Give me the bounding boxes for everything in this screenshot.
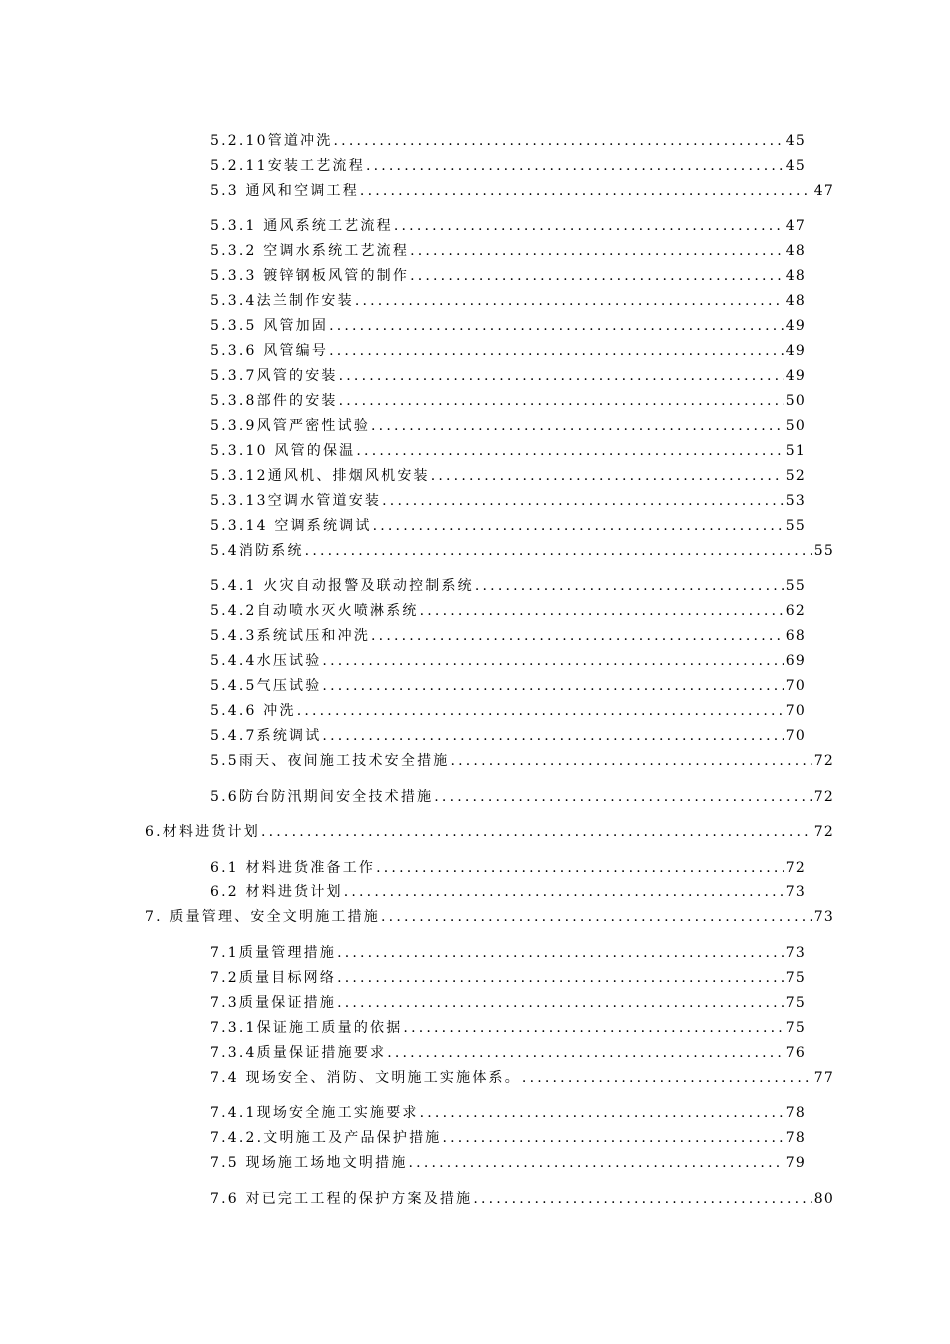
dot-leader [339, 393, 784, 409]
dot-leader [356, 443, 783, 459]
toc-entry[interactable] [210, 966, 806, 986]
toc-entry-title: 5.4.1 火灾自动报警及联动控制系统 [210, 578, 474, 594]
toc-entry-title: 5.3.12通风机、排烟风机安装 [210, 468, 430, 484]
toc-entry[interactable] [210, 154, 806, 174]
toc-entry[interactable] [210, 1066, 834, 1086]
toc-entry-page: 49 [785, 343, 806, 359]
toc-entry-title: 5.4.3系统试压和冲洗 [210, 628, 371, 644]
dot-leader [450, 753, 811, 769]
dot-leader [344, 884, 784, 900]
dot-leader [337, 945, 784, 961]
toc-entry-title: 5.3.4法兰制作安装 [210, 293, 354, 309]
toc-entry[interactable] [210, 339, 806, 359]
toc-entry-page: 79 [785, 1155, 806, 1171]
dot-leader [410, 243, 784, 259]
toc-entry-page: 70 [785, 728, 806, 744]
dot-leader [366, 158, 784, 174]
toc-entry[interactable] [210, 785, 834, 805]
toc-entry[interactable] [210, 1126, 806, 1146]
toc-entry[interactable] [210, 624, 806, 644]
toc-entry-page: 75 [785, 970, 806, 986]
dot-leader [322, 653, 783, 669]
toc-entry-page: 47 [785, 218, 806, 234]
dot-leader [371, 418, 784, 434]
toc-entry[interactable] [210, 264, 806, 284]
toc-entry[interactable] [210, 699, 806, 719]
dot-leader [371, 628, 784, 644]
toc-entry[interactable] [145, 820, 834, 840]
toc-entry-title: 7.6 对已完工工程的保护方案及措施 [210, 1191, 473, 1207]
toc-entry-title: 5.2.10管道冲洗 [210, 133, 333, 149]
toc-entry[interactable] [145, 905, 834, 925]
toc-entry-page: 70 [785, 678, 806, 694]
toc-entry-page: 77 [813, 1070, 834, 1086]
dot-leader [420, 603, 784, 619]
toc-entry[interactable] [210, 1151, 806, 1171]
dot-leader [420, 1105, 784, 1121]
toc-entry[interactable] [210, 649, 806, 669]
toc-entry-title: 7.3.4质量保证措施要求 [210, 1045, 387, 1061]
toc-entry-title: 5.3.10 风管的保温 [210, 443, 356, 459]
toc-entry-page: 45 [785, 133, 806, 149]
toc-entry-title: 7. 质量管理、安全文明施工措施 [145, 909, 381, 925]
toc-entry-page: 49 [785, 368, 806, 384]
dot-leader [305, 543, 812, 559]
toc-entry-title: 7.3.1保证施工质量的依据 [210, 1020, 403, 1036]
toc-entry[interactable] [210, 414, 806, 434]
dot-leader [394, 218, 784, 234]
toc-entry-title: 5.4.2自动喷水灭火喷淋系统 [210, 603, 419, 619]
toc-entry[interactable] [210, 179, 834, 199]
dot-leader [387, 1045, 784, 1061]
toc-entry-page: 49 [785, 318, 806, 334]
dot-leader [322, 728, 783, 744]
dot-leader [339, 368, 784, 384]
toc-entry-title: 5.2.11安装工艺流程 [210, 158, 365, 174]
toc-entry[interactable] [210, 880, 806, 900]
toc-entry[interactable] [210, 991, 806, 1011]
toc-entry-title: 7.5 现场施工场地文明措施 [210, 1155, 408, 1171]
toc-entry-title: 5.4消防系统 [210, 543, 304, 559]
dot-leader [431, 468, 784, 484]
toc-entry-page: 75 [785, 995, 806, 1011]
toc-entry[interactable] [210, 239, 806, 259]
toc-entry-page: 50 [785, 393, 806, 409]
dot-leader [442, 1130, 783, 1146]
toc-entry-page: 53 [785, 493, 806, 509]
toc-entry[interactable] [210, 941, 806, 961]
toc-entry-page: 48 [785, 243, 806, 259]
toc-entry-title: 5.3 通风和空调工程 [210, 183, 359, 199]
dot-leader [360, 183, 812, 199]
toc-entry-title: 7.3质量保证措施 [210, 995, 337, 1011]
toc-entry-title: 5.5雨天、夜间施工技术安全措施 [210, 753, 450, 769]
toc-entry-title: 5.3.1 通风系统工艺流程 [210, 218, 393, 234]
toc-entry-page: 47 [813, 183, 834, 199]
toc-entry-page: 55 [785, 518, 806, 534]
dot-leader [355, 293, 784, 309]
toc-entry-title: 7.4 现场安全、消防、文明施工实施体系。 [210, 1070, 521, 1086]
toc-entry-title: 5.3.2 空调水系统工艺流程 [210, 243, 410, 259]
toc-entry-page: 70 [785, 703, 806, 719]
toc-entry-page: 51 [785, 443, 806, 459]
toc-entry-page: 69 [785, 653, 806, 669]
toc-entry-title: 5.3.6 风管编号 [210, 343, 329, 359]
toc-entry[interactable] [210, 574, 806, 594]
toc-entry[interactable] [210, 364, 806, 384]
toc-entry-title: 6.2 材料进货计划 [210, 884, 343, 900]
toc-entry-page: 75 [785, 1020, 806, 1036]
toc-entry-page: 48 [785, 293, 806, 309]
toc-entry-page: 73 [813, 909, 834, 925]
toc-entry-page: 50 [785, 418, 806, 434]
toc-entry-page: 73 [785, 884, 806, 900]
toc-entry-page: 48 [785, 268, 806, 284]
dot-leader [329, 343, 784, 359]
toc-entry-page: 80 [813, 1191, 834, 1207]
dot-leader [522, 1070, 812, 1086]
toc-entry-page: 72 [813, 753, 834, 769]
toc-entry-page: 76 [785, 1045, 806, 1061]
toc-entry-title: 5.3.7风管的安装 [210, 368, 338, 384]
toc-entry-page: 78 [785, 1105, 806, 1121]
dot-leader [337, 970, 784, 986]
toc-entry-page: 45 [785, 158, 806, 174]
dot-leader [334, 133, 784, 149]
toc-entry[interactable] [210, 1187, 834, 1207]
dot-leader [329, 318, 784, 334]
toc-entry-title: 7.4.1现场安全施工实施要求 [210, 1105, 419, 1121]
toc-entry-title: 5.6防台防汛期间安全技术措施 [210, 789, 434, 805]
toc-entry-title: 5.4.4水压试验 [210, 653, 322, 669]
toc-entry[interactable] [210, 389, 806, 409]
toc-entry[interactable] [210, 856, 806, 876]
dot-leader [410, 268, 784, 284]
toc-entry-page: 73 [785, 945, 806, 961]
toc-entry-title: 5.3.5 风管加固 [210, 318, 329, 334]
dot-leader [376, 860, 784, 876]
toc-entry[interactable] [210, 539, 834, 559]
toc-entry[interactable] [210, 289, 806, 309]
toc-entry-page: 52 [785, 468, 806, 484]
toc-entry[interactable] [210, 439, 806, 459]
toc-entry[interactable] [210, 1101, 806, 1121]
toc-entry[interactable] [210, 129, 806, 149]
toc-entry-title: 7.1质量管理措施 [210, 945, 337, 961]
toc-entry-page: 55 [813, 543, 834, 559]
toc-entry-title: 5.3.3 镀锌钢板风管的制作 [210, 268, 410, 284]
toc-entry[interactable] [210, 489, 806, 509]
toc-entry-title: 6.1 材料进货准备工作 [210, 860, 376, 876]
dot-leader [409, 1155, 784, 1171]
dot-leader [373, 518, 784, 534]
toc-entry[interactable] [210, 314, 806, 334]
dot-leader [403, 1020, 783, 1036]
dot-leader [261, 824, 812, 840]
toc-entry-page: 68 [785, 628, 806, 644]
dot-leader [473, 1191, 811, 1207]
toc-entry-title: 5.3.13空调水管道安装 [210, 493, 382, 509]
dot-leader [381, 909, 812, 925]
toc-entry-title: 5.3.9风管严密性试验 [210, 418, 371, 434]
toc-entry-page: 55 [785, 578, 806, 594]
toc-entry-title: 5.4.6 冲洗 [210, 703, 296, 719]
dot-leader [297, 703, 784, 719]
toc-entry-title: 5.3.14 空调系统调试 [210, 518, 372, 534]
toc-entry-title: 7.4.2.文明施工及产品保护措施 [210, 1130, 442, 1146]
toc-entry-page: 78 [785, 1130, 806, 1146]
toc-entry-page: 62 [785, 603, 806, 619]
toc-entry-title: 6.材料进货计划 [145, 824, 260, 840]
toc-entry[interactable] [210, 464, 806, 484]
toc-entry-title: 5.3.8部件的安装 [210, 393, 338, 409]
toc-entry-title: 7.2质量目标网络 [210, 970, 337, 986]
toc-entry-page: 72 [785, 860, 806, 876]
toc-entry[interactable] [210, 674, 806, 694]
dot-leader [322, 678, 783, 694]
toc-entry[interactable] [210, 724, 806, 744]
dot-leader [475, 578, 784, 594]
toc-entry-title: 5.4.5气压试验 [210, 678, 322, 694]
toc-entry[interactable] [210, 599, 806, 619]
toc-entry[interactable] [210, 1016, 806, 1036]
toc-entry[interactable] [210, 749, 834, 769]
toc-entry-page: 72 [813, 789, 834, 805]
dot-leader [434, 789, 812, 805]
dot-leader [337, 995, 784, 1011]
toc-entry-title: 5.4.7系统调试 [210, 728, 322, 744]
toc-entry[interactable] [210, 1041, 806, 1061]
dot-leader [382, 493, 784, 509]
toc-entry[interactable] [210, 214, 806, 234]
toc-entry-page: 72 [813, 824, 834, 840]
toc-entry[interactable] [210, 514, 806, 534]
